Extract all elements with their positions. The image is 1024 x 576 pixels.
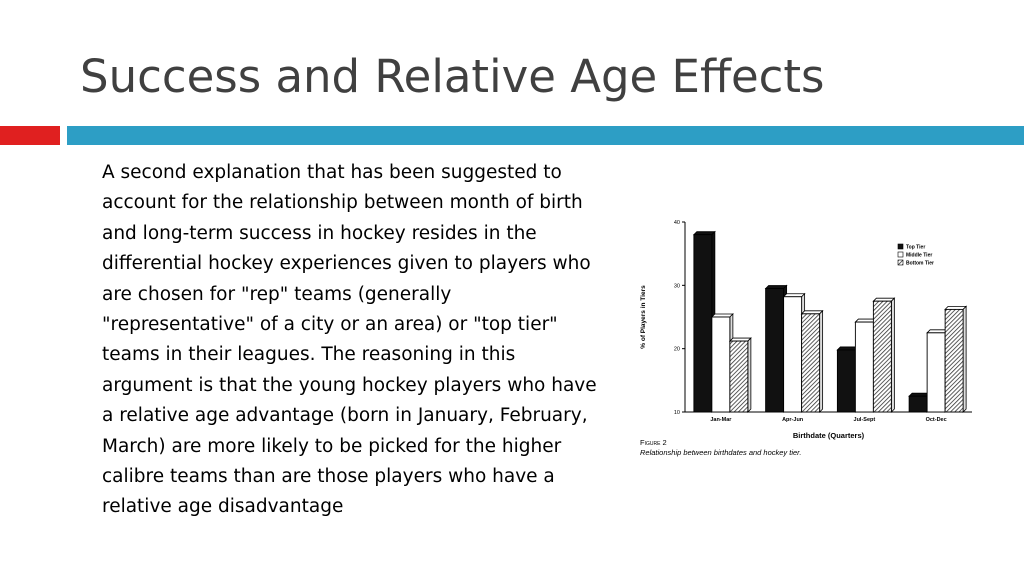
x-tick-label: Jul-Sept bbox=[853, 417, 876, 423]
bar-bottom-tier bbox=[873, 301, 891, 412]
body-paragraph: A second explanation that has been suggested to account for the relationship between month of birth and long-term success in hockey resides in the differential hockey experiences given to players who are chosen for "rep" teams (generally "representative" of a city or an area) or "top tier" teams in their leagues. The reasoning in this argument is that the young hockey players who have a relative age advantage (born in January, February, March) are more likely to be picked for the higher calibre teams than are those players who have a relative age disadvantage bbox=[102, 162, 597, 518]
y-tick-label: 30 bbox=[673, 283, 680, 290]
bar-top-tier bbox=[694, 235, 712, 412]
bar-middle-tier bbox=[784, 297, 802, 412]
bar-bottom-tier-cap bbox=[945, 306, 966, 309]
legend-swatch bbox=[898, 244, 903, 249]
x-axis-label: Birthdate (Quarters) bbox=[792, 431, 865, 440]
bar-middle-tier bbox=[927, 333, 945, 412]
bar-top-tier bbox=[837, 350, 855, 412]
bar-top-tier-cap bbox=[766, 286, 787, 289]
hockey-tier-chart bbox=[630, 210, 980, 465]
bar-middle-tier-cap bbox=[712, 314, 733, 317]
legend-label: Middle Tier bbox=[906, 252, 933, 259]
bar-top-tier bbox=[909, 396, 927, 412]
y-tick-label: 20 bbox=[673, 346, 680, 353]
legend-swatch bbox=[898, 260, 903, 265]
legend-label: Bottom Tier bbox=[906, 260, 934, 267]
bar-middle-tier-cap bbox=[784, 294, 805, 297]
x-tick-label: Oct-Dec bbox=[925, 417, 947, 423]
y-tick-label: 40 bbox=[673, 220, 680, 226]
bar-bottom-tier-side bbox=[963, 306, 966, 412]
bar-middle-tier bbox=[712, 317, 730, 412]
bar-bottom-tier-cap bbox=[730, 338, 751, 341]
bar-bottom-tier-cap bbox=[802, 311, 823, 314]
bar-bottom-tier-side bbox=[891, 298, 894, 412]
legend-swatch bbox=[898, 252, 903, 257]
bar-bottom-tier-cap bbox=[873, 298, 894, 301]
bar-bottom-tier bbox=[945, 309, 963, 412]
bar-bottom-tier-side bbox=[748, 338, 751, 412]
bar-bottom-tier bbox=[730, 341, 748, 412]
figure-caption-label: Figure 2 bbox=[640, 438, 667, 447]
accent-bar-blue bbox=[67, 126, 1024, 145]
legend-label: Top Tier bbox=[906, 244, 926, 251]
x-tick-label: Apr-Jun bbox=[782, 417, 804, 423]
bar-top-tier bbox=[766, 289, 784, 413]
bar-bottom-tier-side bbox=[820, 311, 823, 412]
slide-title: Success and Relative Age Effects bbox=[80, 50, 825, 103]
y-tick-label: 10 bbox=[673, 410, 680, 416]
accent-bar-red bbox=[0, 126, 60, 145]
y-axis-label: % of Players in Tiers bbox=[640, 285, 647, 349]
bar-middle-tier bbox=[855, 322, 873, 412]
chart-svg bbox=[630, 210, 980, 465]
figure-caption-text: Relationship between birthdates and hockey tier. bbox=[640, 448, 802, 457]
bar-bottom-tier bbox=[802, 314, 820, 412]
x-tick-label: Jan-Mar bbox=[710, 417, 732, 423]
